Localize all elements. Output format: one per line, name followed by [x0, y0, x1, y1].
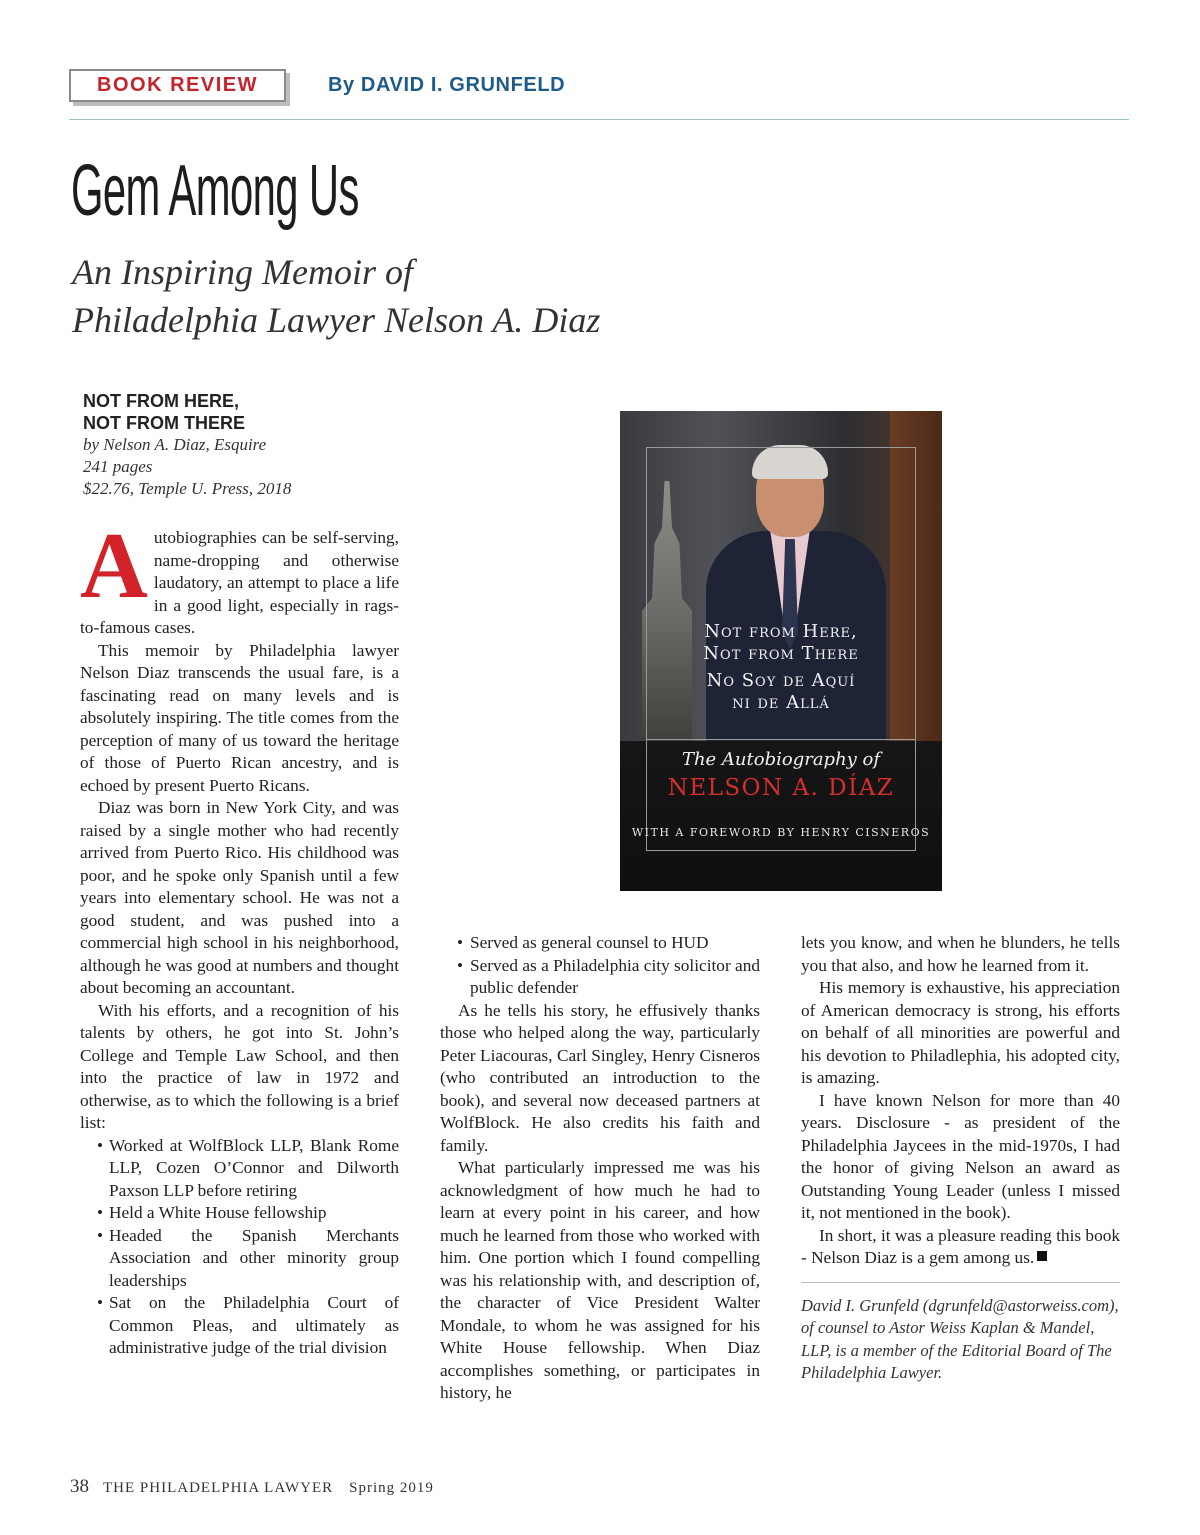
- cover-title-en-1: Not from Here,: [704, 621, 858, 642]
- publication-name: THE PHILADELPHIA LAWYER: [103, 1480, 334, 1496]
- list-item: • Headed the Spanish Merchants Association and other minority group leaderships: [80, 1225, 399, 1293]
- book-title-line-1: NOT FROM HERE,: [83, 391, 239, 411]
- list-item: • Sat on the Philadelphia Court of Common Pleas, and ultimately as administrative judge of the trial division: [80, 1292, 399, 1360]
- cover-title-es-2: ni de Allá: [732, 692, 830, 713]
- career-list-continued: [440, 932, 760, 1000]
- article-column-1: [80, 514, 399, 1360]
- page-number: 38: [70, 1476, 89, 1497]
- cover-subtitle: The Autobiography of: [681, 749, 881, 770]
- list-item: • Served as general counsel to HUD: [440, 932, 760, 955]
- book-info: [83, 390, 403, 500]
- author-bio: David I. Grunfeld (dgrunfeld@astorweiss.com), of counsel to Astor Weiss Kaplan & Mandel, LLP, is a member of the Editorial Board of The Philadelphia Lawyer.: [801, 1295, 1119, 1382]
- page-footer: [70, 1476, 434, 1498]
- cover-author: NELSON A. DÍAZ: [667, 775, 895, 801]
- paragraph-6: What particularly impressed me was his acknowledgment of how much he had to learn at every point in his career, and how much he learned from those who worked with him. One portion which I found compelling was his relationship with, and description of, the character of Vice President Walter Mondale, to whom he was assigned for his White House fellowship. When Diaz accomplishes something, or participates in history, he: [440, 1158, 760, 1402]
- list-item: • Served as a Philadelphia city solicitor and public defender: [440, 955, 760, 1000]
- book-price-publisher: $22.76, Temple U. Press, 2018: [83, 479, 292, 498]
- paragraph-1: Autobiographies can be self-serving, name-dropping and otherwise laudatory, an attempt to place a life in a good light, especially in rags-to-famous cases.: [80, 514, 399, 637]
- article-column-3: [801, 932, 1120, 1385]
- section-tag: BOOK REVIEW: [69, 69, 286, 102]
- drop-cap: A: [80, 514, 148, 618]
- list-item: • Worked at WolfBlock LLP, Blank Rome LLP, Cozen O’Connor and Dilworth Paxson LLP before retiring: [80, 1135, 399, 1203]
- paragraph-8: I have known Nelson for more than 40 years. Disclosure - as president of the Philadelphia Jaycees in the mid-1970s, I had the honor of giving Nelson an award as Outstanding Young Leader (unless I missed it, not mentioned in the book).: [801, 1090, 1120, 1222]
- cover-frame-divider: [646, 739, 916, 740]
- list-item: • Held a White House fellowship: [80, 1202, 399, 1225]
- end-mark: [1037, 1251, 1047, 1261]
- paragraph-3: Diaz was born in New York City, and was raised by a single mother who had recently arrived from Puerto Rico. His childhood was poor, and he spoke only Spanish until a few years into elementary school. He was not a good student, and was pushed into a commercial high school in his neighborhood, although he was good at numbers and thought about becoming an accountant.: [80, 798, 399, 997]
- book-cover-image: [620, 411, 942, 891]
- paragraph-9: In short, it was a pleasure reading this book - Nelson Diaz is a gem among us.: [801, 1225, 1120, 1267]
- subtitle-line-1: An Inspiring Memoir of: [72, 252, 413, 292]
- bio-divider: [801, 1282, 1120, 1283]
- book-pages: 241 pages: [83, 457, 153, 476]
- book-title-line-2: NOT FROM THERE: [83, 413, 245, 433]
- cover-title-en-2: Not from There: [703, 643, 859, 664]
- paragraph-4: With his efforts, and a recognition of his talents by others, he got into St. John’s College and Temple Law School, and then into the practice of law in 1972 and otherwise, as to which the following is a brief list:: [80, 1000, 399, 1132]
- paragraph-7: His memory is exhaustive, his appreciation of American democracy is strong, his efforts on behalf of all minorities are powerful and his devotion to Philadlephia, his adopted city, is amazing.: [801, 978, 1120, 1087]
- article-column-2: [440, 932, 760, 1405]
- header-divider: [69, 119, 1129, 120]
- paragraph-2: This memoir by Philadelphia lawyer Nelson Diaz transcends the usual fare, is a fascinating read on many levels and is absolutely inspiring. The title comes from the perception of many of us toward the heritage of those of Puerto Rican ancestry, and is echoed by present Puerto Ricans.: [80, 640, 399, 795]
- article-title: Gem Among Us: [71, 151, 359, 231]
- paragraph-6-continued: lets you know, and when he blunders, he tells you that also, and how he learned from it.: [801, 933, 1120, 975]
- cover-foreword: WITH A FOREWORD BY HENRY CISNEROS: [631, 826, 931, 839]
- byline: By DAVID I. GRUNFELD: [328, 74, 566, 96]
- article-subtitle: [72, 248, 772, 344]
- subtitle-line-2: Philadelphia Lawyer Nelson A. Diaz: [72, 300, 601, 340]
- career-list: [80, 1135, 399, 1360]
- book-author: by Nelson A. Diaz, Esquire: [83, 435, 267, 454]
- paragraph-5: As he tells his story, he effusively thanks those who helped along the way, particularly Peter Liacouras, Carl Singley, Henry Cisneros (who contributed an introduction to the book), and several now deceased partners at WolfBlock. He also credits his faith and family.: [440, 1000, 760, 1155]
- issue-date: Spring 2019: [349, 1480, 434, 1496]
- cover-title-es-1: No Soy de Aquí: [706, 670, 856, 691]
